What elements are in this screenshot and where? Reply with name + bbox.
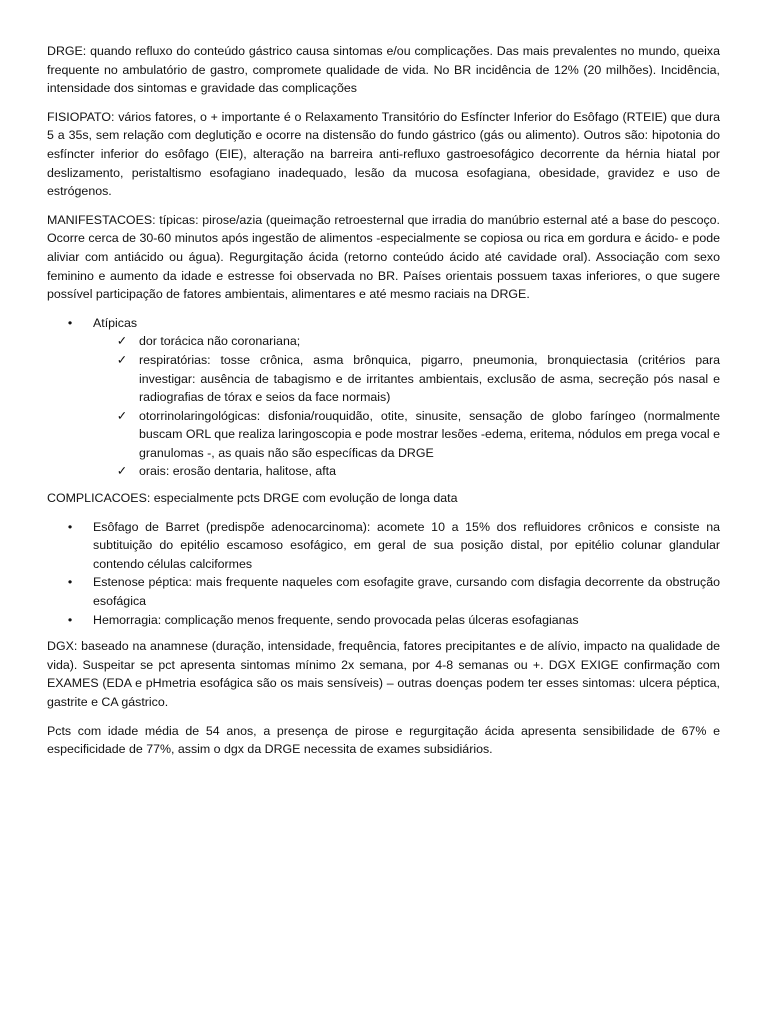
complicacoes-item-text: Esôfago de Barret (predispõe adenocarcinoma): acomete 10 a 15% dos refluidores crônicos e consiste na subtituição do epitélio escamoso esofágico, em geral de sua posição distal, por epitélio colunar glandular contendo células calciformes bbox=[93, 519, 720, 571]
complicacoes-list bbox=[47, 518, 720, 630]
complicacoes-item bbox=[47, 573, 720, 610]
paragraph-dgx: DGX: baseado na anamnese (duração, intensidade, frequência, fatores precipitantes e de alívio, impacto na qualidade de vida). Suspeitar se pct apresenta sintomas mínimo 2x semana, por 4-8 semanas ou +. DGX EXIGE confirmação com EXAMES (EDA e pHmetria esofágica são os mais sensíveis) – outras doenças podem ter esses sintomas: ulcera péptica, gastrite e CA gástrico. bbox=[47, 639, 720, 709]
atipicas-subitem-text: respiratórias: tosse crônica, asma brônquica, pigarro, pneumonia, bronquiectasia (critérios para investigar: ausência de tabagismo e de irritantes ambientais, exclusão de asma, secreção pós nasal e radiografias de tórax e seios da face normais) bbox=[139, 352, 720, 405]
atipicas-label: Atípicas bbox=[93, 315, 138, 330]
atipicas-subitem-text: orais: erosão dentaria, halitose, afta bbox=[139, 464, 336, 479]
bullet-icon: • bbox=[67, 612, 73, 627]
checkmark-icon: ✓ bbox=[116, 408, 128, 423]
bullet-icon: • bbox=[67, 575, 73, 590]
bullet-icon: • bbox=[67, 519, 73, 534]
checkmark-icon: ✓ bbox=[116, 334, 128, 349]
atipicas-subitems bbox=[93, 332, 720, 481]
checkmark-icon: ✓ bbox=[116, 464, 128, 479]
complicacoes-item-text: Hemorragia: complicação menos frequente, sendo provocada pelas úlceras esofagianas bbox=[93, 612, 579, 627]
paragraph-drge: DRGE: quando refluxo do conteúdo gástrico causa sintomas e/ou complicações. Das mais prevalentes no mundo, queixa frequente no ambulatório de gastro, compromete qualidade de vida. No BR incidência de 12% (20 milhões). Incidência, intensidade dos sintomas e gravidade das complicações bbox=[47, 44, 720, 96]
atipicas-subitem bbox=[93, 462, 720, 481]
paragraph-fisiopato: FISIOPATO: vários fatores, o + importante é o Relaxamento Transitório do Esfíncter Inferior do Esôfago (RTEIE) que dura 5 a 35s, sem relação com deglutição e ocorre na distensão do fundo gástrico (gás ou alimento). Outros são: hipotonia do esfíncter inferior do esôfago (EIE), alteração na barreira anti-refluxo gastroesofágico decorrente da hérnia hiatal por deslizamento, peristaltismo esofagiano inadequado, lesão da mucosa esofagiana, obesidade, gravidez e uso de estrógenos. bbox=[47, 109, 720, 199]
checkmark-icon: ✓ bbox=[116, 352, 128, 367]
complicacoes-item bbox=[47, 518, 720, 574]
complicacoes-item-text: Estenose péptica: mais frequente naqueles com esofagite grave, cursando com disfagia decorrente da obstrução esofágica bbox=[93, 575, 720, 609]
atipicas-subitem bbox=[93, 407, 720, 463]
paragraph-pcts: Pcts com idade média de 54 anos, a presença de pirose e regurgitação ácida apresenta sensibilidade de 67% e especificidade de 77%, assim o dgx da DRGE necessita de exames subsidiários. bbox=[47, 723, 720, 757]
paragraph-manifestacoes: MANIFESTACOES: típicas: pirose/azia (queimação retroesternal que irradia do manúbrio esternal até a base do pescoço. Ocorre cerca de 30-60 minutos após ingestão de alimentos -especialmente se copiosa ou rica em gordura e ácido- e pode aliviar com antiácido ou água). Regurgitação ácida (retorno conteúdo ácido até cavidade oral). Associação com sexo feminino e aumento da idade e estresse foi observada no BR. Países orientais possuem taxas inferiores, o que sugere possível participação de fatores ambientais, alimentares e até mesmo raciais na DRGE. bbox=[47, 212, 720, 302]
atipicas-subitem-text: otorrinolaringológicas: disfonia/rouquidão, otite, sinusite, sensação de globo faríngeo (normalmente buscam ORL que realiza laringoscopia e pode mostrar lesões -edema, eritema, nódulos em prega vocal e granulomas -, as quais não são específicas da DRGE bbox=[139, 408, 720, 460]
bullet-icon: • bbox=[67, 315, 73, 330]
atipicas-list bbox=[47, 314, 720, 481]
document-page bbox=[47, 42, 720, 769]
atipicas-subitem-text: dor torácica não coronariana; bbox=[139, 334, 301, 349]
atipicas-subitem bbox=[93, 351, 720, 407]
atipicas-subitem bbox=[93, 332, 720, 351]
atipicas-bullet-item bbox=[47, 314, 720, 481]
paragraph-complicacoes: COMPLICACOES: especialmente pcts DRGE com evolução de longa data bbox=[47, 491, 458, 506]
complicacoes-item bbox=[47, 611, 720, 630]
